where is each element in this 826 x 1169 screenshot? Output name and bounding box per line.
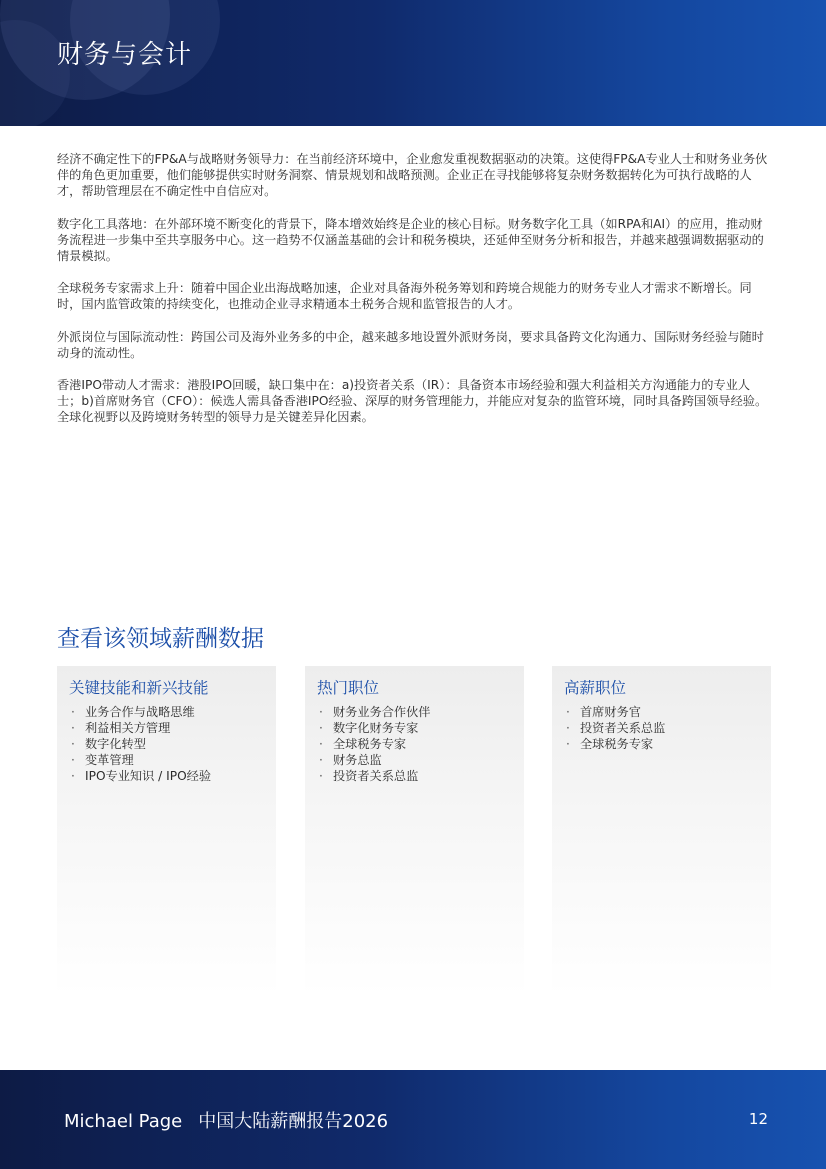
bullet: ·	[319, 721, 323, 735]
list-item	[69, 704, 211, 720]
page-number: 12	[748, 1110, 768, 1128]
list-item-text: 业务合作与战略思维	[85, 705, 195, 719]
paragraph: 外派岗位与国际流动性：跨国公司及海外业务多的中企，越来越多地设置外派财务岗，要求具备跨文化沟通力、国际财务经验与随时动身的流动性。	[57, 329, 764, 360]
bullet: ·	[566, 721, 570, 735]
hot-positions-card	[305, 666, 524, 996]
list-item	[317, 720, 431, 736]
bullet: ·	[319, 705, 323, 719]
bullet: ·	[71, 753, 75, 767]
list-item-text: IPO专业知识 / IPO经验	[85, 769, 212, 783]
bullet: ·	[319, 737, 323, 751]
report-name: 中国大陆薪酬报告2026	[198, 1111, 389, 1132]
list-item-text: 数字化财务专家	[333, 721, 419, 735]
list-item-text: 全球税务专家	[333, 737, 407, 751]
card-title: 关键技能和新兴技能	[69, 679, 209, 697]
footer-banner	[0, 1070, 826, 1169]
paragraph: 香港IPO带动人才需求：港股IPO回暖，缺口集中在：a)投资者关系（IR）：具备资本市场经验和强大利益相关方沟通能力的专业人士；b)首席财务官（CFO）：候选人需具备香港IPO经验、深厚的财务管理能力，并能应对复杂的监管环境，同时具备跨国领导经验。全球化视野以及跨境财务转型的领导力是关键差异化因素。	[57, 378, 768, 425]
paragraph: 全球税务专家需求上升：随着中国企业出海战略加速，企业对具备海外税务筹划和跨境合规能力的财务专业人才需求不断增长。同时，国内监管政策的持续变化，也推动企业寻求精通本土税务合规和监管报告的人才。	[57, 281, 752, 312]
card-list	[317, 704, 431, 784]
high-salary-positions-card	[552, 666, 771, 996]
brand-name: Michael Page	[64, 1111, 183, 1132]
list-item-text: 财务总监	[333, 753, 382, 767]
card-list	[564, 704, 665, 752]
bullet: ·	[319, 753, 323, 767]
list-item-text: 变革管理	[85, 753, 134, 767]
list-item-text: 首席财务官	[580, 705, 641, 719]
salary-section-title: 查看该领域薪酬数据	[57, 626, 264, 652]
card-list	[69, 704, 211, 784]
list-item-text: 投资者关系总监	[580, 721, 666, 735]
list-item	[564, 704, 665, 720]
list-item	[317, 704, 431, 720]
card-title: 热门职位	[317, 679, 380, 697]
bullet: ·	[566, 737, 570, 751]
card-title: 高薪职位	[564, 679, 627, 697]
list-item-text: 数字化转型	[85, 737, 146, 751]
list-item	[69, 720, 211, 736]
bullet: ·	[71, 769, 75, 783]
list-item-text: 财务业务合作伙伴	[333, 705, 431, 719]
bullet: ·	[71, 705, 75, 719]
list-item	[69, 752, 211, 768]
list-item	[564, 720, 665, 736]
footer-brand	[64, 1107, 388, 1133]
bullet: ·	[71, 737, 75, 751]
list-item	[564, 736, 665, 752]
page-title: 财务与会计	[57, 40, 193, 70]
header-banner	[0, 0, 826, 126]
skills-card	[57, 666, 276, 996]
list-item	[317, 736, 431, 752]
paragraph: 经济不确定性下的FP&A与战略财务领导力：在当前经济环境中，企业愈发重视数据驱动的决策。这使得FP&A专业人士和财务业务伙伴的角色更加重要，他们能够提供实时财务洞察、情景规划和战略预测。企业正在寻找能够将复杂财务数据转化为可执行战略的人才，帮助管理层在不确定性中自信应对。	[57, 152, 768, 199]
list-item	[317, 768, 431, 784]
bullet: ·	[319, 769, 323, 783]
list-item-text: 利益相关方管理	[85, 721, 171, 735]
list-item	[69, 768, 211, 784]
bullet: ·	[566, 705, 570, 719]
paragraph: 数字化工具落地：在外部环境不断变化的背景下，降本增效始终是企业的核心目标。财务数字化工具（如RPA和AI）的应用，推动财务流程进一步集中至共享服务中心。这一趋势不仅涵盖基础的会计和税务模块，还延伸至财务分析和报告，并越来越强调数据驱动的情景模拟。	[57, 216, 764, 264]
list-item	[69, 736, 211, 752]
list-item-text: 全球税务专家	[580, 737, 654, 751]
list-item-text: 投资者关系总监	[333, 769, 419, 783]
bullet: ·	[71, 721, 75, 735]
list-item	[317, 752, 431, 768]
body-text	[57, 151, 771, 442]
